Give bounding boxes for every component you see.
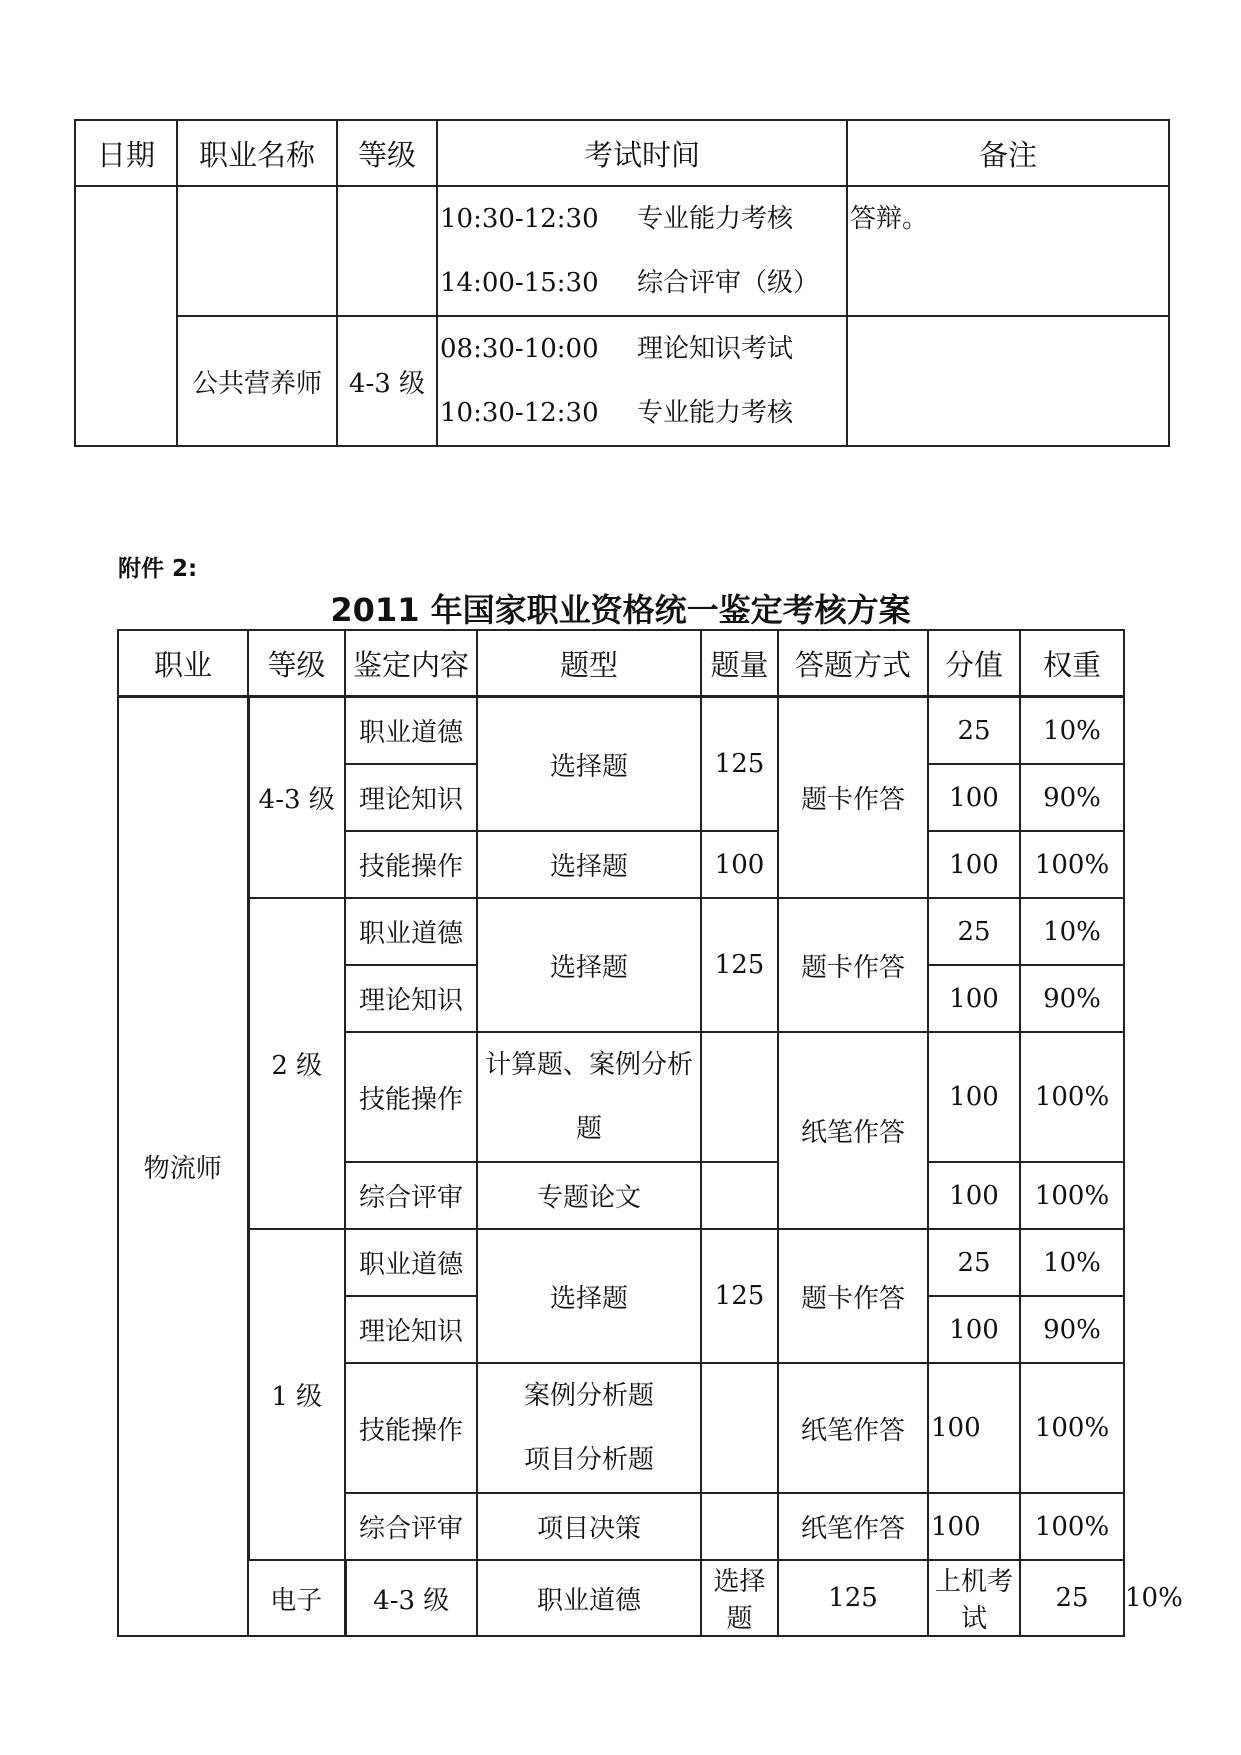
occupation-cell: 电子 — [248, 1560, 345, 1636]
table-row — [118, 697, 1124, 765]
type-cell: 项目决策 — [477, 1493, 701, 1560]
content-cell: 理论知识 — [345, 1296, 477, 1363]
header-level: 等级 — [337, 120, 437, 186]
schedule-row — [75, 316, 1169, 446]
level-cell: 1 级 — [248, 1229, 345, 1560]
content-cell: 职业道德 — [345, 898, 477, 965]
weight-cell: 10% — [1020, 898, 1124, 965]
type-cell: 专题论文 — [477, 1162, 701, 1229]
assessment-plan-table — [117, 629, 1183, 1637]
score-cell: 100 — [928, 1493, 1020, 1560]
content-cell: 综合评审 — [345, 1493, 477, 1560]
schedule-header-row — [75, 120, 1169, 186]
mode-cell: 纸笔作答 — [778, 1032, 928, 1229]
header-occupation: 职业 — [118, 630, 248, 697]
time-line — [438, 251, 846, 315]
level-cell — [337, 186, 437, 316]
content-cell: 技能操作 — [345, 1363, 477, 1493]
quantity-cell: 125 — [701, 898, 778, 1032]
score-cell: 25 — [928, 898, 1020, 965]
score-cell: 100 — [928, 1162, 1020, 1229]
quantity-cell: 125 — [701, 1229, 778, 1363]
weight-cell: 10% — [1020, 1229, 1124, 1296]
quantity-cell — [701, 1032, 778, 1162]
time-range: 14:00-15:30 — [440, 268, 599, 298]
time-cell — [437, 316, 847, 446]
plan-title: 2011 年国家职业资格统一鉴定考核方案 — [330, 591, 911, 629]
type-cell: 选择题 — [477, 831, 701, 898]
header-weight: 权重 — [1020, 630, 1124, 697]
time-line — [438, 381, 846, 445]
quantity-cell — [701, 1162, 778, 1229]
content-cell: 理论知识 — [345, 764, 477, 831]
type-cell: 选择题 — [477, 1229, 701, 1363]
note-cell: 答辩。 — [847, 186, 1169, 316]
time-cell — [437, 186, 847, 316]
schedule-row — [75, 186, 1169, 316]
score-cell: 25 — [928, 1229, 1020, 1296]
type-cell: 选择题 — [701, 1560, 778, 1636]
quantity-cell: 125 — [778, 1560, 928, 1636]
occupation-cell: 公共营养师 — [177, 316, 337, 446]
header-note: 备注 — [847, 120, 1169, 186]
exam-schedule-table — [74, 119, 1170, 447]
header-level: 等级 — [248, 630, 345, 697]
time-range: 10:30-12:30 — [440, 398, 599, 428]
score-cell: 100 — [928, 831, 1020, 898]
type-cell: 选择题 — [477, 697, 701, 832]
type-cell — [477, 1032, 701, 1162]
weight-cell: 100% — [1020, 1162, 1124, 1229]
content-cell: 职业道德 — [345, 697, 477, 765]
attachment-label: 附件 2: — [118, 556, 198, 582]
score-cell: 100 — [928, 764, 1020, 831]
weight-cell: 100% — [1020, 1493, 1124, 1560]
note-cell — [847, 316, 1169, 446]
level-cell: 4-3 级 — [345, 1560, 477, 1636]
plan-header-row — [118, 630, 1124, 697]
score-cell: 25 — [1020, 1560, 1124, 1636]
score-cell: 100 — [928, 965, 1020, 1032]
type-cell: 选择题 — [477, 898, 701, 1032]
weight-cell: 100% — [1020, 1363, 1124, 1493]
header-answer-mode: 答题方式 — [778, 630, 928, 697]
time-subject: 专业能力考核 — [637, 398, 794, 428]
weight-cell: 100% — [1020, 831, 1124, 898]
content-cell: 技能操作 — [345, 1032, 477, 1162]
content-cell: 职业道德 — [477, 1560, 701, 1636]
weight-cell: 100% — [1020, 1032, 1124, 1162]
weight-cell: 10% — [1020, 697, 1124, 765]
score-cell: 100 — [928, 1032, 1020, 1162]
time-range: 08:30-10:00 — [440, 334, 599, 364]
quantity-cell — [701, 1363, 778, 1493]
weight-cell: 90% — [1020, 764, 1124, 831]
quantity-cell: 100 — [701, 831, 778, 898]
type-cell — [477, 1363, 701, 1493]
level-cell: 2 级 — [248, 898, 345, 1229]
header-exam-time: 考试时间 — [437, 120, 847, 186]
time-subject: 专业能力考核 — [637, 204, 794, 234]
occupation-cell — [177, 186, 337, 316]
table-row — [118, 898, 1124, 965]
type-line: 案例分析题 — [523, 1381, 654, 1411]
table-row — [118, 1229, 1124, 1296]
occupation-cell: 物流师 — [118, 697, 248, 1637]
score-cell: 100 — [928, 1363, 1020, 1493]
header-occupation: 职业名称 — [177, 120, 337, 186]
weight-cell: 90% — [1020, 1296, 1124, 1363]
time-line — [438, 317, 846, 381]
mode-cell: 纸笔作答 — [778, 1493, 928, 1560]
quantity-cell — [701, 1493, 778, 1560]
time-subject: 理论知识考试 — [637, 334, 794, 364]
mode-cell: 纸笔作答 — [778, 1363, 928, 1493]
time-subject: 综合评审（级） — [637, 268, 820, 298]
content-cell: 理论知识 — [345, 965, 477, 1032]
header-quantity: 题量 — [701, 630, 778, 697]
mode-cell: 上机考试 — [928, 1560, 1020, 1636]
level-cell: 4-3 级 — [248, 697, 345, 899]
content-cell: 综合评审 — [345, 1162, 477, 1229]
type-line: 计算题、案例分析 — [484, 1050, 693, 1080]
date-cell — [75, 186, 177, 446]
table-row: 电子 4-3 级 职业道德 选择题 125 上机考试 25 10% — [118, 1560, 1124, 1636]
mode-cell: 题卡作答 — [778, 697, 928, 899]
content-cell: 职业道德 — [345, 1229, 477, 1296]
mode-cell: 题卡作答 — [778, 1229, 928, 1363]
quantity-cell: 125 — [701, 697, 778, 832]
score-cell: 100 — [928, 1296, 1020, 1363]
header-score: 分值 — [928, 630, 1020, 697]
content-cell: 技能操作 — [345, 831, 477, 898]
weight-cell: 90% — [1020, 965, 1124, 1032]
mode-cell: 题卡作答 — [778, 898, 928, 1032]
header-question-type: 题型 — [477, 630, 701, 697]
level-cell: 4-3 级 — [337, 316, 437, 446]
header-content: 鉴定内容 — [345, 630, 477, 697]
type-line: 项目分析题 — [523, 1445, 654, 1475]
type-line: 题 — [575, 1114, 602, 1144]
time-line — [438, 187, 846, 251]
time-range: 10:30-12:30 — [440, 204, 599, 234]
score-cell: 25 — [928, 697, 1020, 765]
header-date: 日期 — [75, 120, 177, 186]
